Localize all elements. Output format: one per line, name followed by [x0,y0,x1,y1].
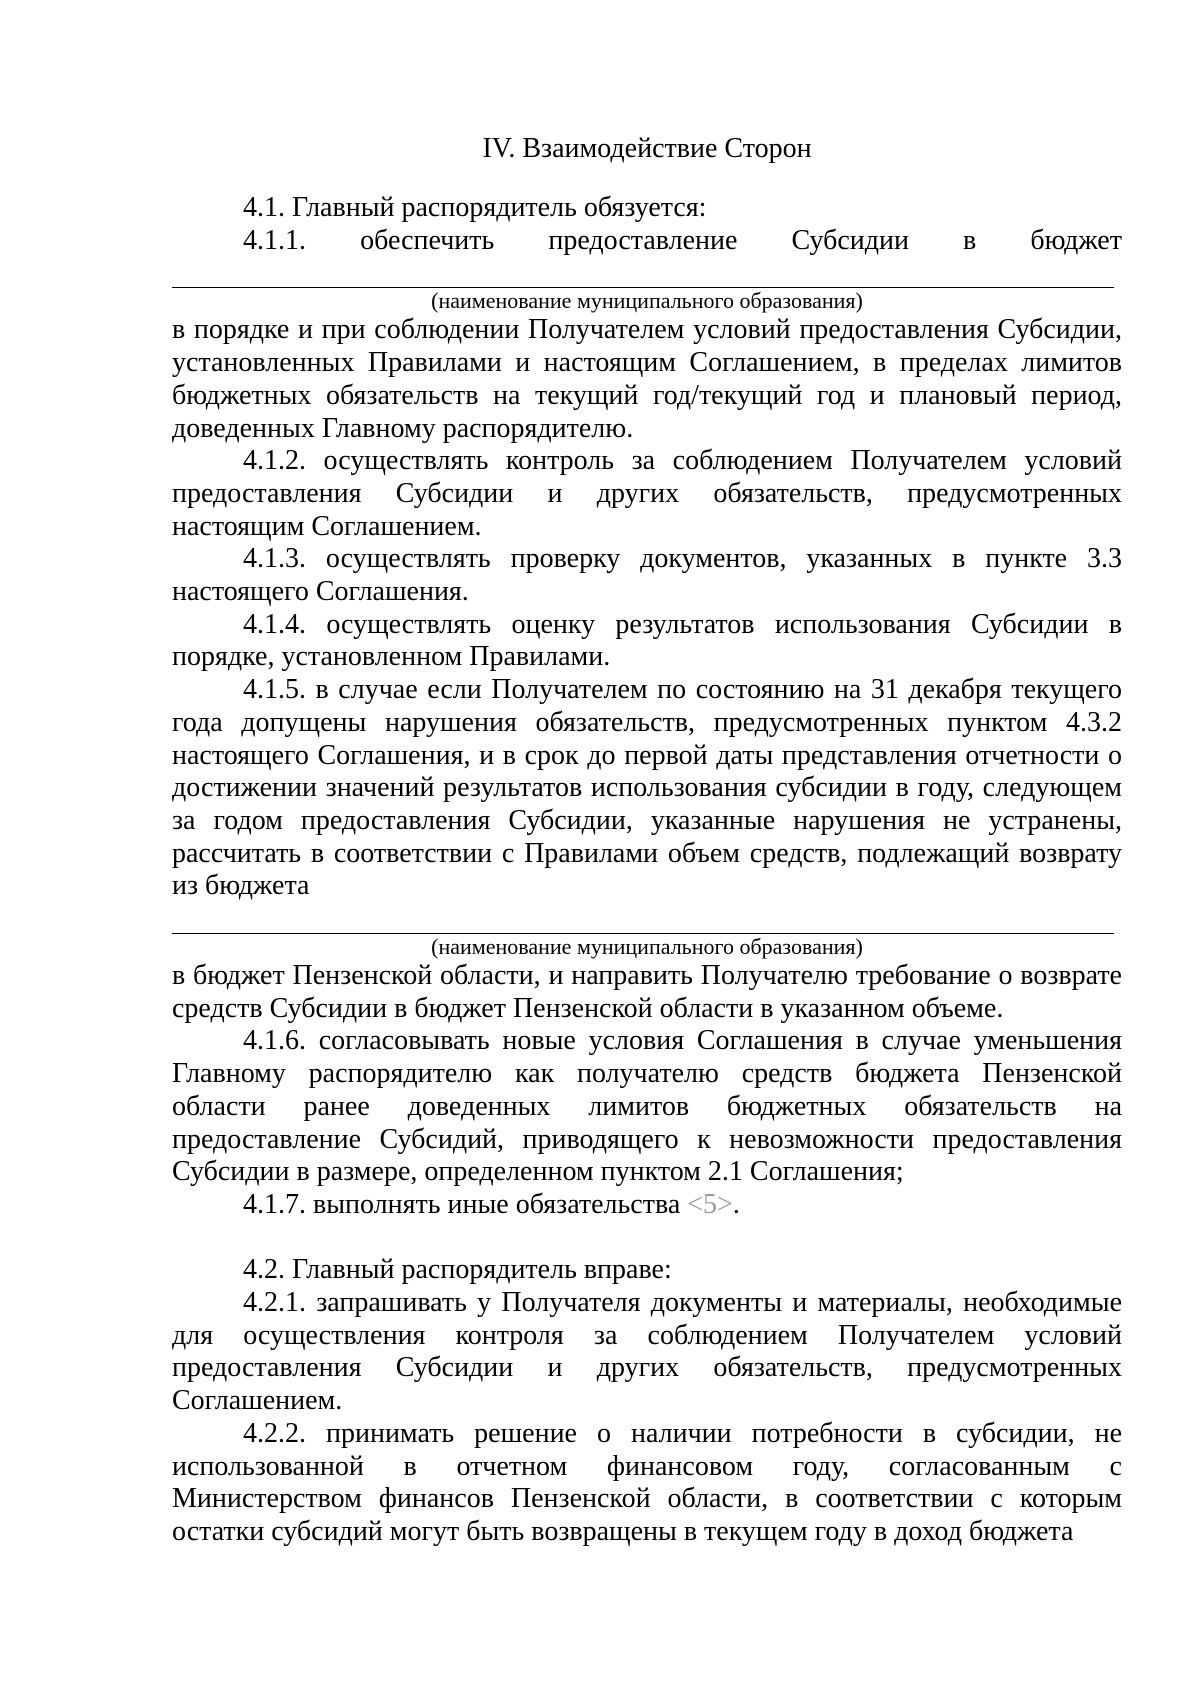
paragraph-4-1-5-continued: в бюджет Пензенской области, и направить Получателю требование о возврате средств Субсидии в бюджет Пензенской области в указанном объеме. [172,960,1122,1024]
paragraph-4-1: 4.1. Главный распорядитель обязуется: [243,192,707,223]
paragraph-4-1-5: 4.1.5. в случае если Получателем по состоянию на 31 декабря текущего года допущены нарушения обязательств, предусмотренных пунктом 4.3.2 настоящего Соглашения, и в срок до первой даты представления отчетности о достижении значений результатов использования субсидии в году, следующем за годом предоставления Субсидии, указанные нарушения не устранены, рассчитать в соответствии с Правилами объем средств, подлежащий возврату из бюджета [172,674,1122,902]
paragraph-4-1-7-end: . [732,1188,740,1220]
word: в [963,224,977,256]
paragraph-4-1-6: 4.1.6. согласовывать новые условия Соглашения в случае уменьшения Главному распорядителю как получателю средств бюджета Пензенской области ранее доведенных лимитов бюджетных обязательств на предоставление Субсидий, приводящего к невозможности предоставления Субсидии в размере, определенном пунктом 2.1 Соглашения; [172,1025,1122,1188]
paragraph-4-1-7-text: 4.1.7. выполнять иные обязательства [243,1188,688,1220]
paragraph-4-1-3: 4.1.3. осуществлять проверку документов, указанных в пункте 3.3 настоящего Соглашения. [172,543,1122,608]
word: обеспечить [360,224,495,256]
paragraph-4-2: 4.2. Главный распорядитель вправе: [243,1254,672,1286]
section-heading: IV. Взаимодействие Сторон [482,133,812,164]
blank-line-municipality-2 [172,903,1114,934]
paragraph-4-1-1-first-line [172,225,1122,258]
paragraph-4-1-4: 4.1.4. осуществлять оценку результатов использования Субсидии в порядке, установленном Правилами. [172,608,1122,673]
word: бюджет [1030,224,1122,256]
footnote-link[interactable]: <5> [687,1188,733,1220]
paragraph-4-1-2: 4.1.2. осуществлять контроль за соблюдением Получателем условий предоставления Субсидии и других обязательств, предусмотренных настоящим Соглашением. [172,445,1122,542]
word: Субсидии [791,224,909,256]
word: предоставление [548,224,738,256]
paragraph-4-2-2: 4.2.2. принимать решение о наличии потребности в субсидии, не использованной в отчетном финансовом году, согласованным с Министерством финансов Пензенской области, в соответствии с которым остатки субсидий могут быть возвращены в текущем году в доход бюджета [172,1417,1122,1547]
word: 4.1.1. [243,224,306,256]
paragraph-4-1-7 [172,1189,1122,1222]
caption-municipality-2: (наименование муниципального образования) [431,934,863,960]
paragraph-4-2-1: 4.2.1. запрашивать у Получателя документы и материалы, необходимые для осуществления контроля за соблюдением Получателем условий предоставления Субсидии и других обязательств, предусмотренных Соглашением. [172,1287,1122,1417]
blank-line-municipality [172,257,1114,288]
document-body [172,128,1122,1549]
caption-municipality: (наименование муниципального образования) [431,288,863,314]
paragraph-4-1-1-continued: в порядке и при соблюдении Получателем условий предоставления Субсидии, установленных Правилами и настоящим Соглашением, в пределах лимитов бюджетных обязательств на текущий год/текущий год и плановый период, доведенных Главному распорядителю. [172,314,1122,444]
